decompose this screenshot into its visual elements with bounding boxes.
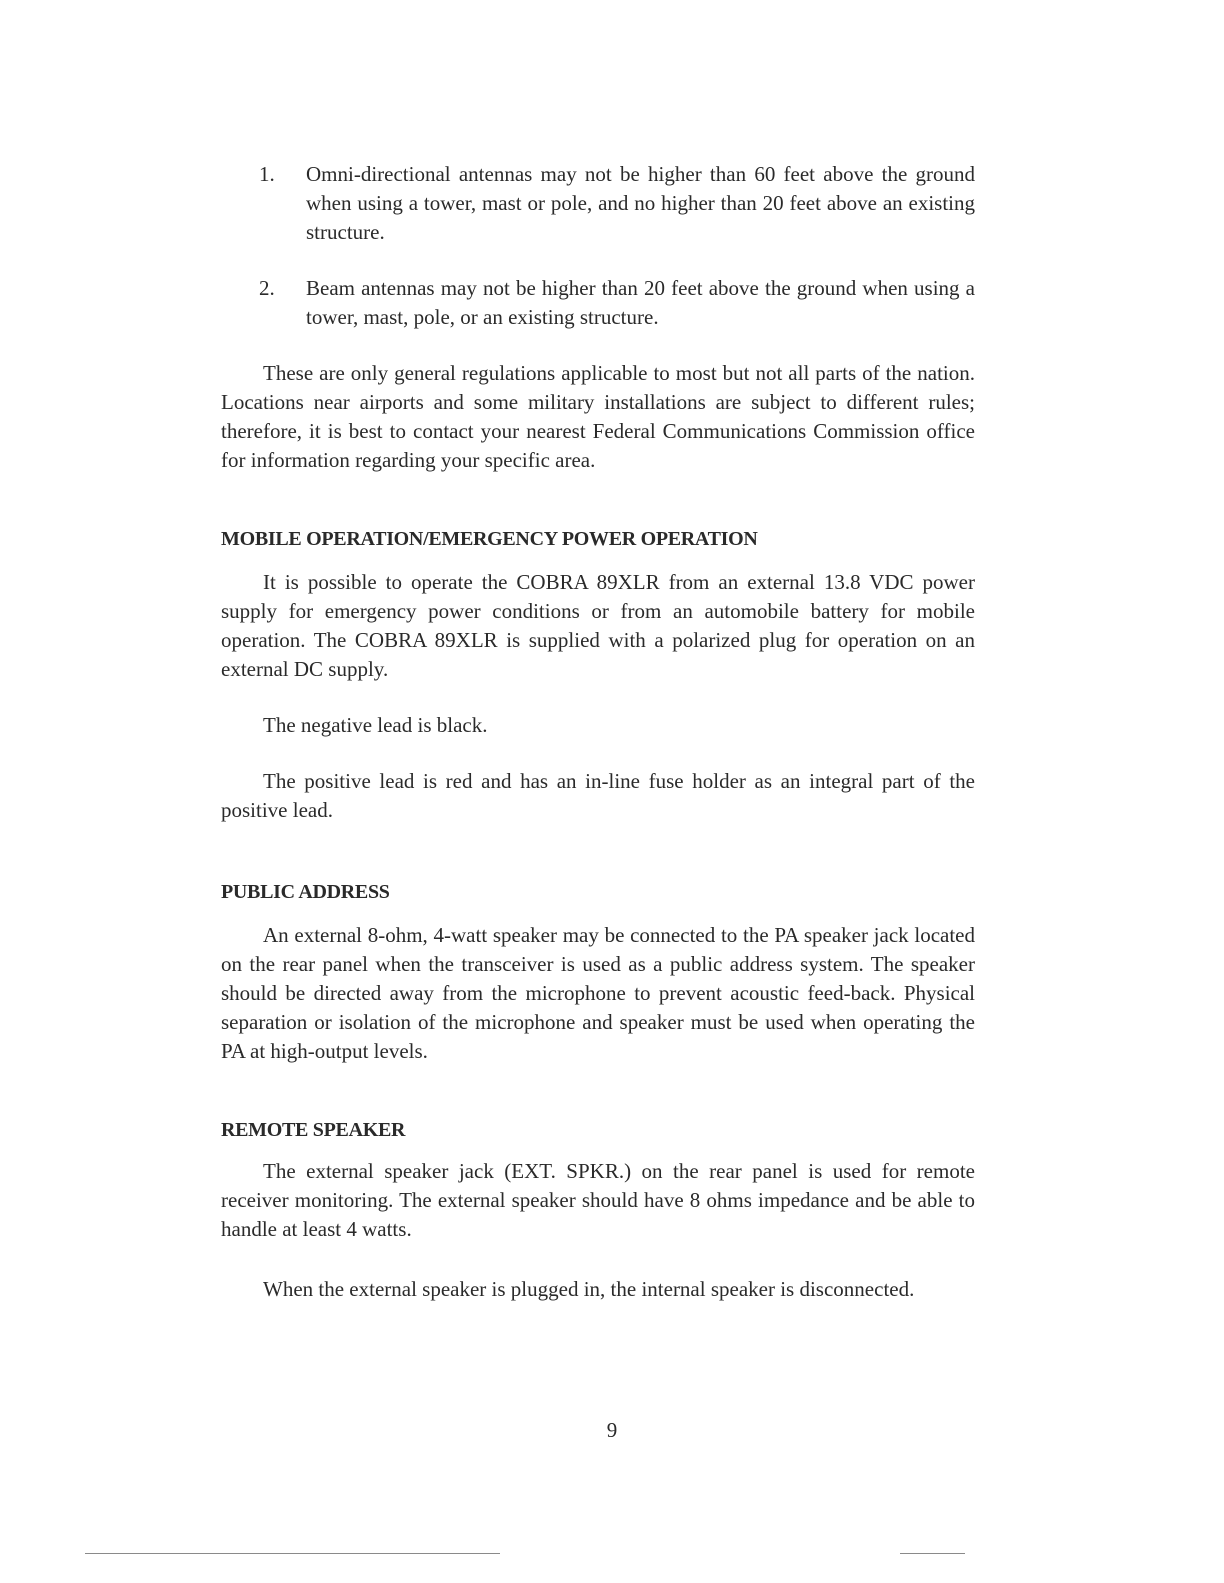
mobile-paragraph: The positive lead is red and has an in-line fuse holder as an integral part of the positive lead. [221,769,975,822]
list-text: Beam antennas may not be higher than 20 feet above the ground when using a tower, mast, pole, or an existing structure. [306,276,975,329]
mobile-paragraph: It is possible to operate the COBRA 89XLR from an external 13.8 VDC power supply for emergency power conditions or from an automobile battery for mobile operation. The COBRA 89XLR is supplied with a polarized plug for operation on an external DC supply. [221,570,975,681]
list-text: Omni-directional antennas may not be higher than 60 feet above the ground when using a tower, mast or pole, and no higher than 20 feet above an existing structure. [306,162,975,244]
page-number: 9 [606,1418,618,1442]
mobile-paragraph: The negative lead is black. [263,713,488,737]
section-heading-public-address: PUBLIC ADDRESS [221,881,390,903]
public-address-paragraph: An external 8-ohm, 4-watt speaker may be connected to the PA speaker jack located on the rear panel when the transceiver is used as a public address system. The speaker should be directed away from the microphone to prevent acoustic feed-back. Physical separation or isolation of the microphone and speaker must be used when operating the PA at high-output levels. [221,923,975,1063]
list-item [221,160,975,247]
intro-paragraph: These are only general regulations applicable to most but not all parts of the nation. Locations near airports and some military installations are subject to different rules; therefore, it is best to contact your nearest Federal Communications Commission office for information regarding your specific area. [221,361,975,472]
scan-edge-line [85,1553,500,1554]
scan-edge-line [900,1553,965,1554]
remote-speaker-paragraph: When the external speaker is plugged in, the internal speaker is disconnected. [263,1277,915,1301]
page-content [221,160,975,1304]
section-heading-remote-speaker: REMOTE SPEAKER [221,1119,406,1141]
list-number: 2. [259,276,275,300]
list-item [221,274,975,332]
remote-speaker-paragraph: The external speaker jack (EXT. SPKR.) on the rear panel is used for remote receiver monitoring. The external speaker should have 8 ohms impedance and be able to handle at least 4 watts. [221,1159,975,1241]
list-number: 1. [259,162,275,186]
section-heading-mobile: MOBILE OPERATION/EMERGENCY POWER OPERATION [221,528,758,550]
